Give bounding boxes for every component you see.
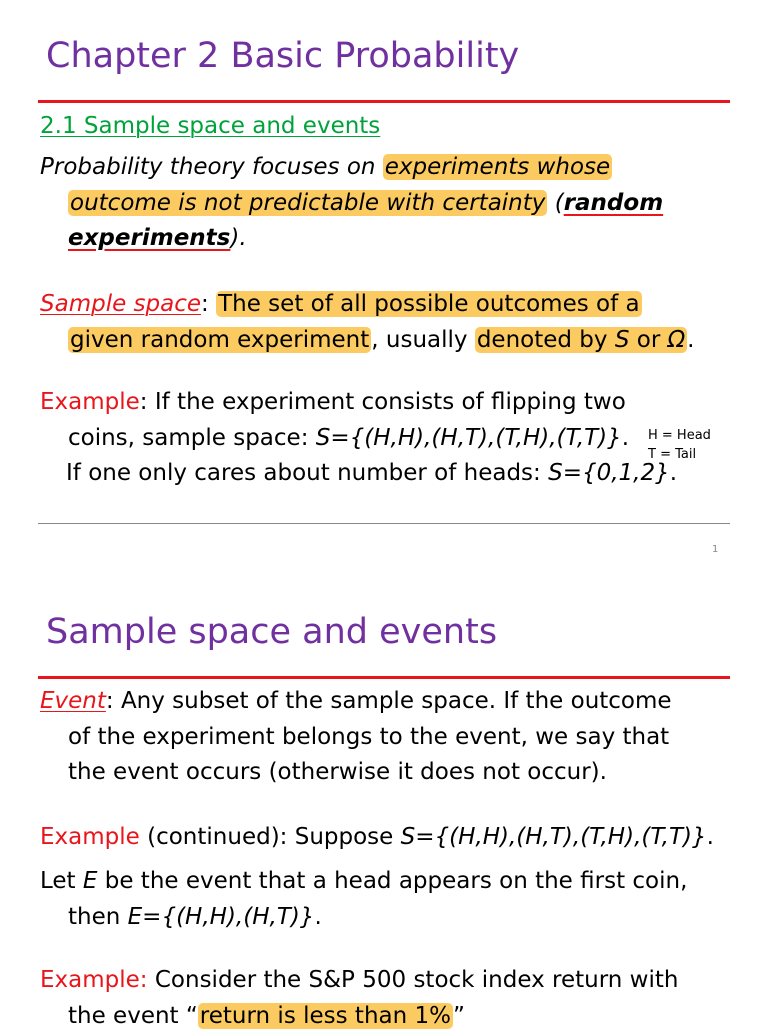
event-definition: Event: Any subset of the sample space. If the outcome of the experiment belongs to the event, we say that the event occurs (otherwise it does not occur). — [40, 688, 672, 785]
sample-space-definition: Sample space: The set of all possible outcomes of a given random experiment, usually denoted by S or Ω. — [40, 291, 695, 353]
intro-paragraph: Probability theory focuses on experiments whose outcome is not predictable with certainty (random experiments). — [40, 154, 664, 251]
math-expression: E={(H,H),(H,T)} — [127, 903, 315, 930]
example-stock-index: Example: Consider the S&P 500 stock index return with the event “return is less than 1%” — [40, 967, 679, 1029]
section-subtitle: 2.1 Sample space and events — [40, 113, 381, 139]
term-random: random — [563, 189, 664, 216]
example-label: Example — [40, 824, 140, 850]
term-label: Event — [40, 688, 106, 714]
title-divider — [38, 676, 730, 679]
slide-bottom-divider — [38, 523, 730, 524]
slide-title: Sample space and events — [46, 612, 498, 652]
highlight: return is less than 1% — [199, 1002, 451, 1029]
term-label: Sample space — [40, 291, 202, 317]
highlight: The set of all possible outcomes of a — [218, 291, 640, 317]
example-continued: Example (continued): Suppose S={(H,H),(H,T),(T,H),(T,T)}. — [40, 824, 714, 850]
example-paragraph: Example: If the experiment consists of flipping two coins, sample space: S={(H,H),(H,T),(T,H),(T,T)}. If one only cares about number of heads: S={0,1,2}. — [40, 389, 678, 486]
example-label: Example: — [40, 967, 148, 993]
example-label: Example — [40, 389, 140, 415]
coin-legend: H = Head T = Tail — [648, 428, 711, 462]
math-expression: S={(H,H),(H,T),(T,H),(T,T)} — [400, 824, 707, 850]
page-number: 1 — [712, 544, 719, 555]
highlight: given random experiment — [70, 326, 370, 353]
event-e-paragraph: Let E be the event that a head appears on the first coin, then E={(H,H),(H,T)}. — [40, 868, 688, 930]
highlight: denoted by S or Ω — [476, 326, 686, 353]
slide-2 — [0, 560, 768, 1029]
slide-title: Chapter 2 Basic Probability — [46, 36, 520, 76]
title-divider — [38, 100, 730, 103]
math-expression: S={(H,H),(H,T),(T,H),(T,T)} — [315, 424, 622, 451]
term-experiments: experiments — [68, 225, 231, 251]
highlight: experiments whose — [384, 154, 611, 180]
highlight: outcome is not predictable with certainty — [70, 189, 546, 216]
math-expression: S={0,1,2} — [548, 460, 670, 486]
